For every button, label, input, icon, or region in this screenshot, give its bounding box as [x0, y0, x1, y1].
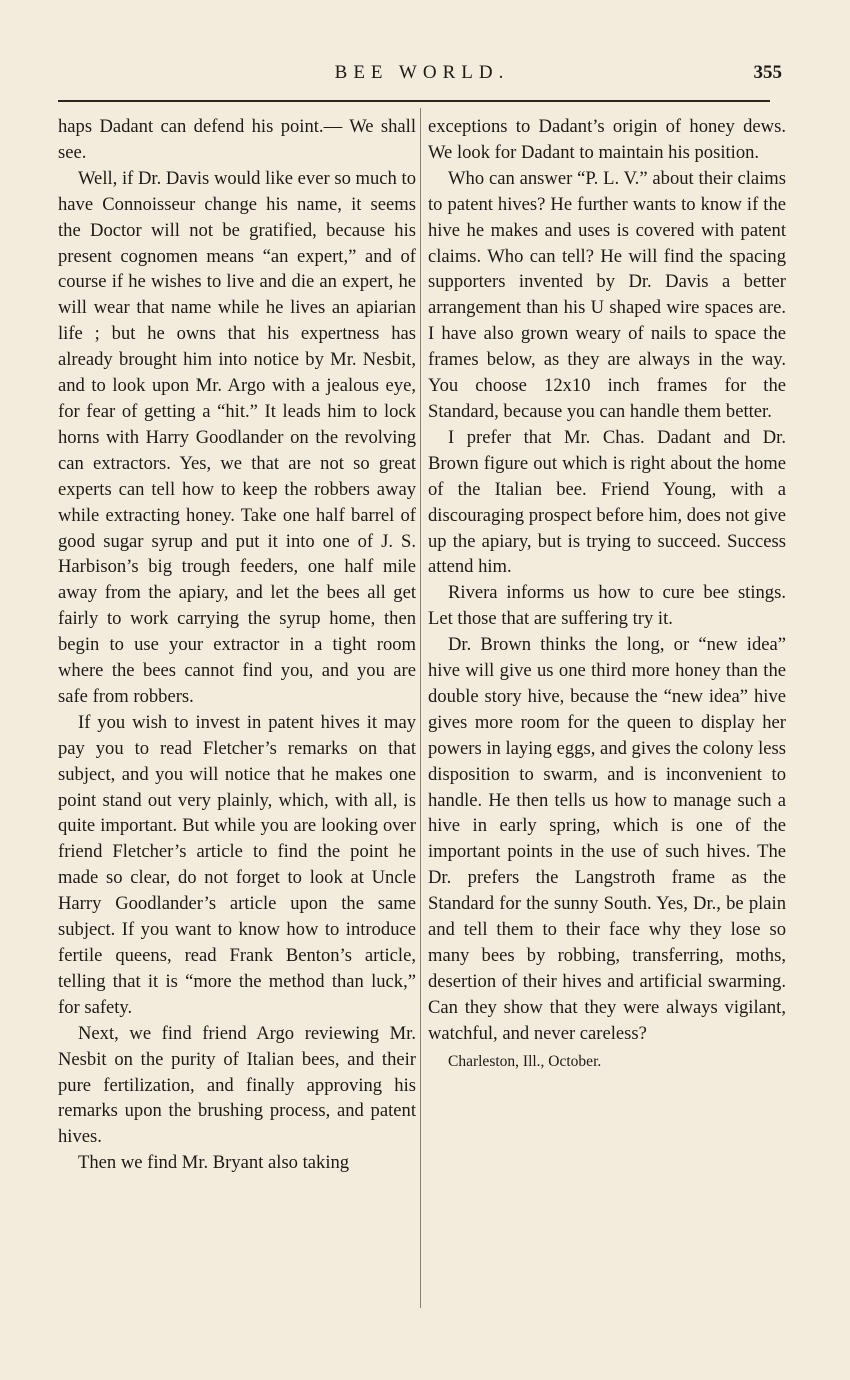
page-number: 355 — [753, 62, 782, 83]
running-head — [58, 62, 786, 88]
left-column — [58, 114, 416, 1176]
paragraph: exceptions to Dadant’s origin of honey dews. We look for Dadant to maintain his position. — [428, 116, 786, 163]
paragraph: Then we find Mr. Bryant also taking — [78, 1152, 350, 1174]
paragraph: Next, we find friend Argo reviewing Mr. Nesbit on the purity of Italian bees, and their pure fertilization, and finally approving his remarks upon the brushing process, and patent hives. — [58, 1022, 416, 1148]
paragraph: Well, if Dr. Davis would like ever so much to have Connoisseur change his name, it seems the Doctor will not be gratified, because his present cognomen means “an expert,” and of course if he wishes to live and die an expert, he will wear that name while he lives an apiarian life ; but he owns that his expertness has already brought him into notice by Mr. Nesbit, and to look upon Mr. Argo with a jealous eye, for fear of getting a “hit.” It leads him to lock horns with Harry Goodlander on the revolving can extractors. Yes, we that are not so great experts can tell how to keep the robbers away while extracting honey. Take one half barrel of good sugar syrup and put it into one of J. S. Harbison’s big trough feeders, one half mile away from the apiary, and let the bees all get fairly to work carrying the syrup home, then begin to use your extractor in a tight room where the bees cannot find you, and you are safe from robbers. — [58, 167, 416, 707]
paragraph: haps Dadant can defend his point.— We shall see. — [58, 116, 416, 163]
right-column — [428, 114, 786, 1073]
header-rule — [58, 100, 770, 102]
paragraph: Dr. Brown thinks the long, or “new idea” hive will give us one third more honey than the double story hive, because the “new idea” hive gives more room for the queen to display her powers in laying eggs, and gives the colony less disposition to swarm, and is inconvenient to handle. He then tells us how to manage such a hive in early spring, which is one of the important points in the use of such hives. The Dr. prefers the Langstroth frame as the Standard for the sunny South. Yes, Dr., be plain and tell them to their face why they lose so many bees by robbing, transferring, moths, desertion of their hives and artificial swarming. Can they show that they were always vigilant, watchful, and never careless? — [428, 634, 786, 1044]
running-title: BEE WORLD. — [334, 62, 510, 83]
paragraph: Rivera informs us how to cure bee stings. Let those that are suffering try it. — [428, 582, 786, 630]
paragraph: If you wish to invest in patent hives it may pay you to read Fletcher’s remarks on that subject, and you will notice that he makes one point stand out very plainly, which, with all, is quite important. But while you are looking over friend Fletcher’s article to find the point he made so clear, do not forget to look at Uncle Harry Goodlander’s article upon the same subject. If you want to know how to introduce fertile queens, read Frank Benton’s article, telling that it is “more the method than luck,” for safety. — [58, 711, 416, 1018]
paragraph: I prefer that Mr. Chas. Dadant and Dr. Brown figure out which is right about the home of the Italian bee. Friend Young, with a discouraging prospect before him, does not give up the apiary, but is trying to succeed. Success attend him. — [428, 426, 786, 578]
paragraph: Who can answer “P. L. V.” about their claims to patent hives? He further wants to know if the hive he makes and uses is covered with patent claims. Who can tell? He will find the spacing supporters invented by Dr. Davis a better arrangement than his U shaped wire spaces are. I have also grown weary of nails to space the frames below, as they are always in the way. You choose 12x10 inch frames for the Standard, because you can handle them better. — [428, 167, 786, 422]
dateline: Charleston, Ill., October. — [448, 1052, 602, 1070]
column-divider — [420, 108, 421, 1308]
